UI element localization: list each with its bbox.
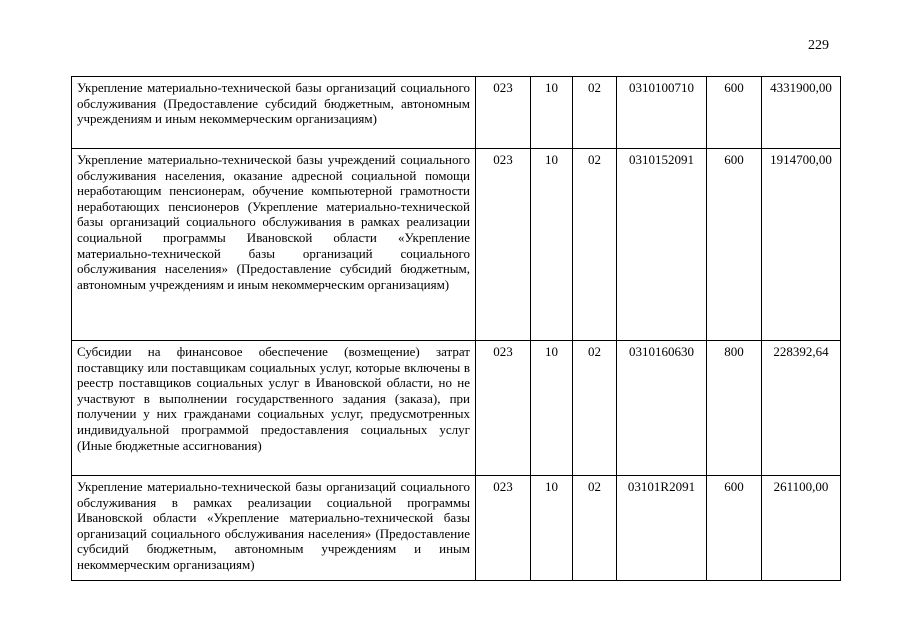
ministry-code: 023 [476,77,531,149]
expense-type-code: 600 [707,149,762,341]
section-code: 10 [531,476,573,581]
subsection-code: 02 [573,77,617,149]
row-description: Укрепление материально-технической базы организаций социального обслуживания (Предоставление субсидий бюджетным, автономным учреждениям и иным некоммерческим организациям) [72,77,476,149]
section-code: 10 [531,149,573,341]
table-row [72,77,841,149]
amount-value: 1914700,00 [762,149,841,341]
target-article-code: 0310152091 [617,149,707,341]
target-article-code: 0310100710 [617,77,707,149]
table-row [72,476,841,581]
table-row [72,341,841,476]
amount-value: 261100,00 [762,476,841,581]
section-code: 10 [531,341,573,476]
target-article-code: 0310160630 [617,341,707,476]
ministry-code: 023 [476,149,531,341]
expense-type-code: 600 [707,476,762,581]
amount-value: 4331900,00 [762,77,841,149]
subsection-code: 02 [573,476,617,581]
row-description: Укрепление материально-технической базы учреждений социального обслуживания населения, оказание адресной социальной помощи неработающим пенсионерам, обучение компьютерной грамотности неработающих пенсионеров (Укрепление материально-технической базы организаций социального обслуживания в рамках реализации социальной программы Ивановской области «Укрепление материально-технической базы организаций социального обслуживания населения» (Предоставление субсидий бюджетным, автономным учреждениям и иным некоммерческим организациям) [72,149,476,341]
subsection-code: 02 [573,341,617,476]
page-number: 229 [808,38,829,53]
section-code: 10 [531,77,573,149]
expense-type-code: 800 [707,341,762,476]
table-row [72,149,841,341]
budget-table [71,76,841,581]
expense-type-code: 600 [707,77,762,149]
target-article-code: 03101R2091 [617,476,707,581]
amount-value: 228392,64 [762,341,841,476]
row-description: Укрепление материально-технической базы организаций социального обслуживания в рамках реализации социальной программы Ивановской области «Укрепление материально-технической базы организаций социального обслуживания населения» (Предоставление субсидий бюджетным, автономным учреждениям и иным некоммерческим организациям) [72,476,476,581]
ministry-code: 023 [476,341,531,476]
subsection-code: 02 [573,149,617,341]
ministry-code: 023 [476,476,531,581]
row-description: Субсидии на финансовое обеспечение (возмещение) затрат поставщику или поставщикам социальных услуг, которые включены в реестр поставщиков социальных услуг в Ивановской области, но не участвуют в выполнении государственного задания (заказа), при получении у них гражданами социальных услуг, предусмотренных индивидуальной программой предоставления социальных услуг (Иные бюджетные ассигнования) [72,341,476,476]
